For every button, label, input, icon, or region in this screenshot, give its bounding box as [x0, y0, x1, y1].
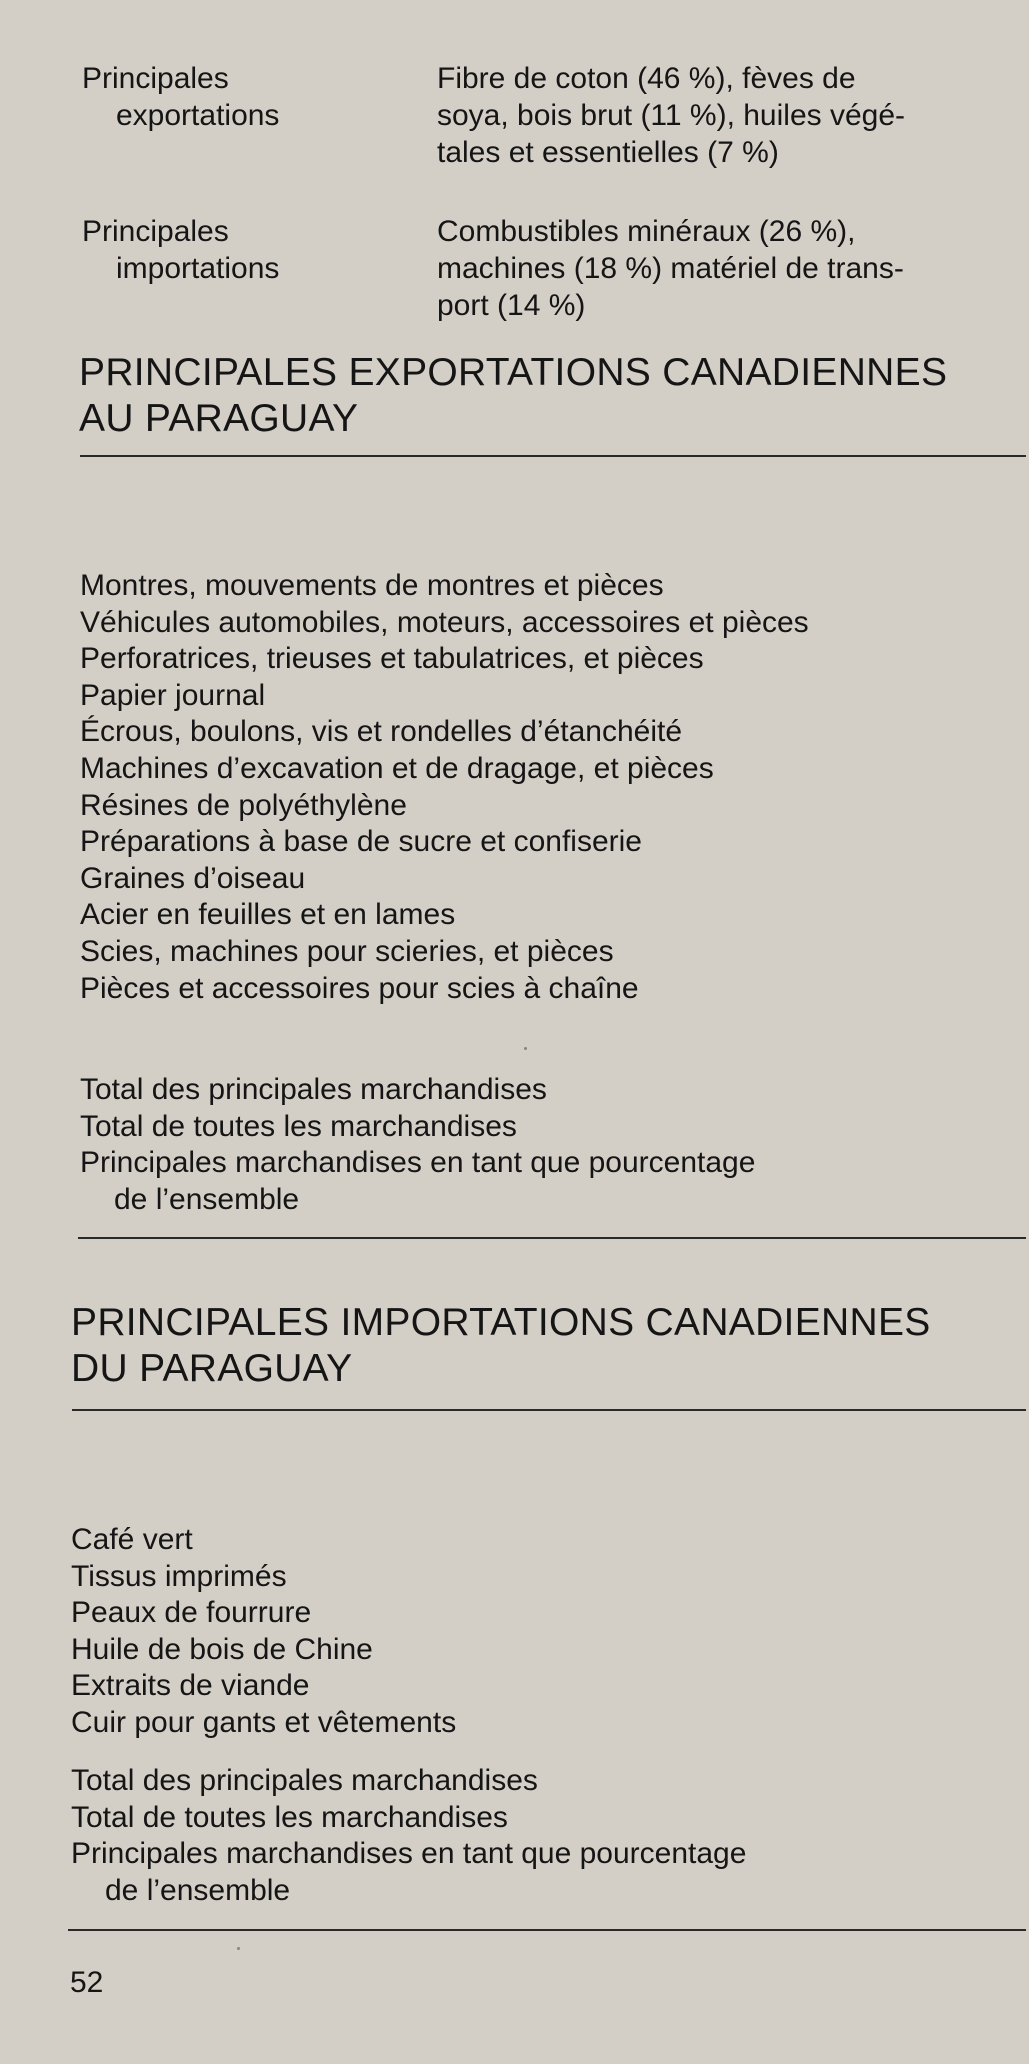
list-item: Montres, mouvements de montres et pièces [80, 569, 664, 602]
exports-items-list [80, 568, 809, 1007]
list-item: Résines de polyéthylène [80, 788, 407, 822]
imports-title-line2: DU PARAGUAY [71, 1347, 353, 1390]
list-item: Véhicules automobiles, moteurs, accessoires et pièces [80, 605, 809, 639]
exports-value-line: Fibre de coton (46 %), fèves de [437, 62, 856, 95]
list-item: Huile de bois de Chine [71, 1632, 373, 1666]
section-divider [80, 455, 1026, 457]
exports-value [437, 60, 1007, 171]
imports-items-list [71, 1522, 456, 1742]
imports-value-line: port (14 %) [437, 289, 586, 322]
section-divider [72, 1409, 1026, 1411]
total-all-label: Total de toutes les marchandises [71, 1800, 508, 1834]
exports-value-line: soya, bois brut (11 %), huiles végé- [437, 99, 906, 132]
exports-totals [80, 1072, 755, 1218]
section-divider [78, 1237, 1026, 1239]
exports-title-line2: AU PARAGUAY [79, 397, 359, 440]
list-item: Pièces et accessoires pour scies à chaîne [80, 971, 639, 1005]
percentage-label [80, 1145, 755, 1218]
list-item: Scies, machines pour scieries, et pièces [80, 934, 614, 968]
list-item: Graines d’oiseau [80, 861, 306, 895]
list-item: Perforatrices, trieuses et tabulatrices, et pièces [80, 642, 704, 676]
total-all-label: Total de toutes les marchandises [80, 1109, 517, 1143]
imports-value-line: Combustibles minéraux (26 %), [437, 215, 856, 248]
list-item: Extraits de viande [71, 1669, 310, 1703]
exports-label-line1: Principales [82, 62, 229, 95]
total-principal-label: Total des principales marchandises [80, 1073, 547, 1106]
list-item: Cuir pour gants et vêtements [71, 1705, 457, 1739]
imports-value-line: machines (18 %) matériel de trans- [437, 252, 904, 285]
exports-label [82, 60, 279, 134]
imports-title-line1: PRINCIPALES IMPORTATIONS CANADIENNES [71, 1301, 931, 1344]
list-item: Préparations à base de sucre et confiserie [80, 825, 642, 859]
list-item: Acier en feuilles et en lames [80, 898, 456, 932]
print-speck [237, 1947, 240, 1950]
imports-label-line1: Principales [82, 215, 229, 248]
list-item: Papier journal [80, 678, 266, 712]
exports-label-line2: exportations [116, 99, 280, 132]
list-item: Écrous, boulons, vis et rondelles d’étanchéité [80, 715, 683, 749]
imports-label-line2: importations [116, 252, 280, 285]
exports-value-line: tales et essentielles (7 %) [437, 136, 779, 169]
list-item: Machines d’excavation et de dragage, et pièces [80, 751, 714, 785]
print-speck [524, 1047, 527, 1050]
list-item: Peaux de fourrure [71, 1596, 312, 1630]
list-item: Tissus imprimés [71, 1559, 287, 1593]
exports-title-line1: PRINCIPALES EXPORTATIONS CANADIENNES [79, 351, 948, 394]
total-principal-label: Total des principales marchandises [71, 1764, 538, 1797]
percentage-label-line1: Principales marchandises en tant que pourcentage [80, 1146, 756, 1180]
imports-label [82, 213, 279, 287]
page-number: 52 [70, 1966, 104, 1999]
exports-section-title [79, 350, 947, 442]
section-divider [68, 1929, 1026, 1931]
imports-section-title [71, 1300, 931, 1392]
percentage-label-line2: de l’ensemble [114, 1182, 300, 1216]
imports-value [437, 213, 1007, 324]
list-item: Café vert [71, 1523, 193, 1556]
percentage-label [71, 1836, 746, 1909]
percentage-label-line2: de l’ensemble [105, 1873, 291, 1907]
imports-totals [71, 1763, 746, 1909]
percentage-label-line1: Principales marchandises en tant que pourcentage [71, 1837, 747, 1871]
